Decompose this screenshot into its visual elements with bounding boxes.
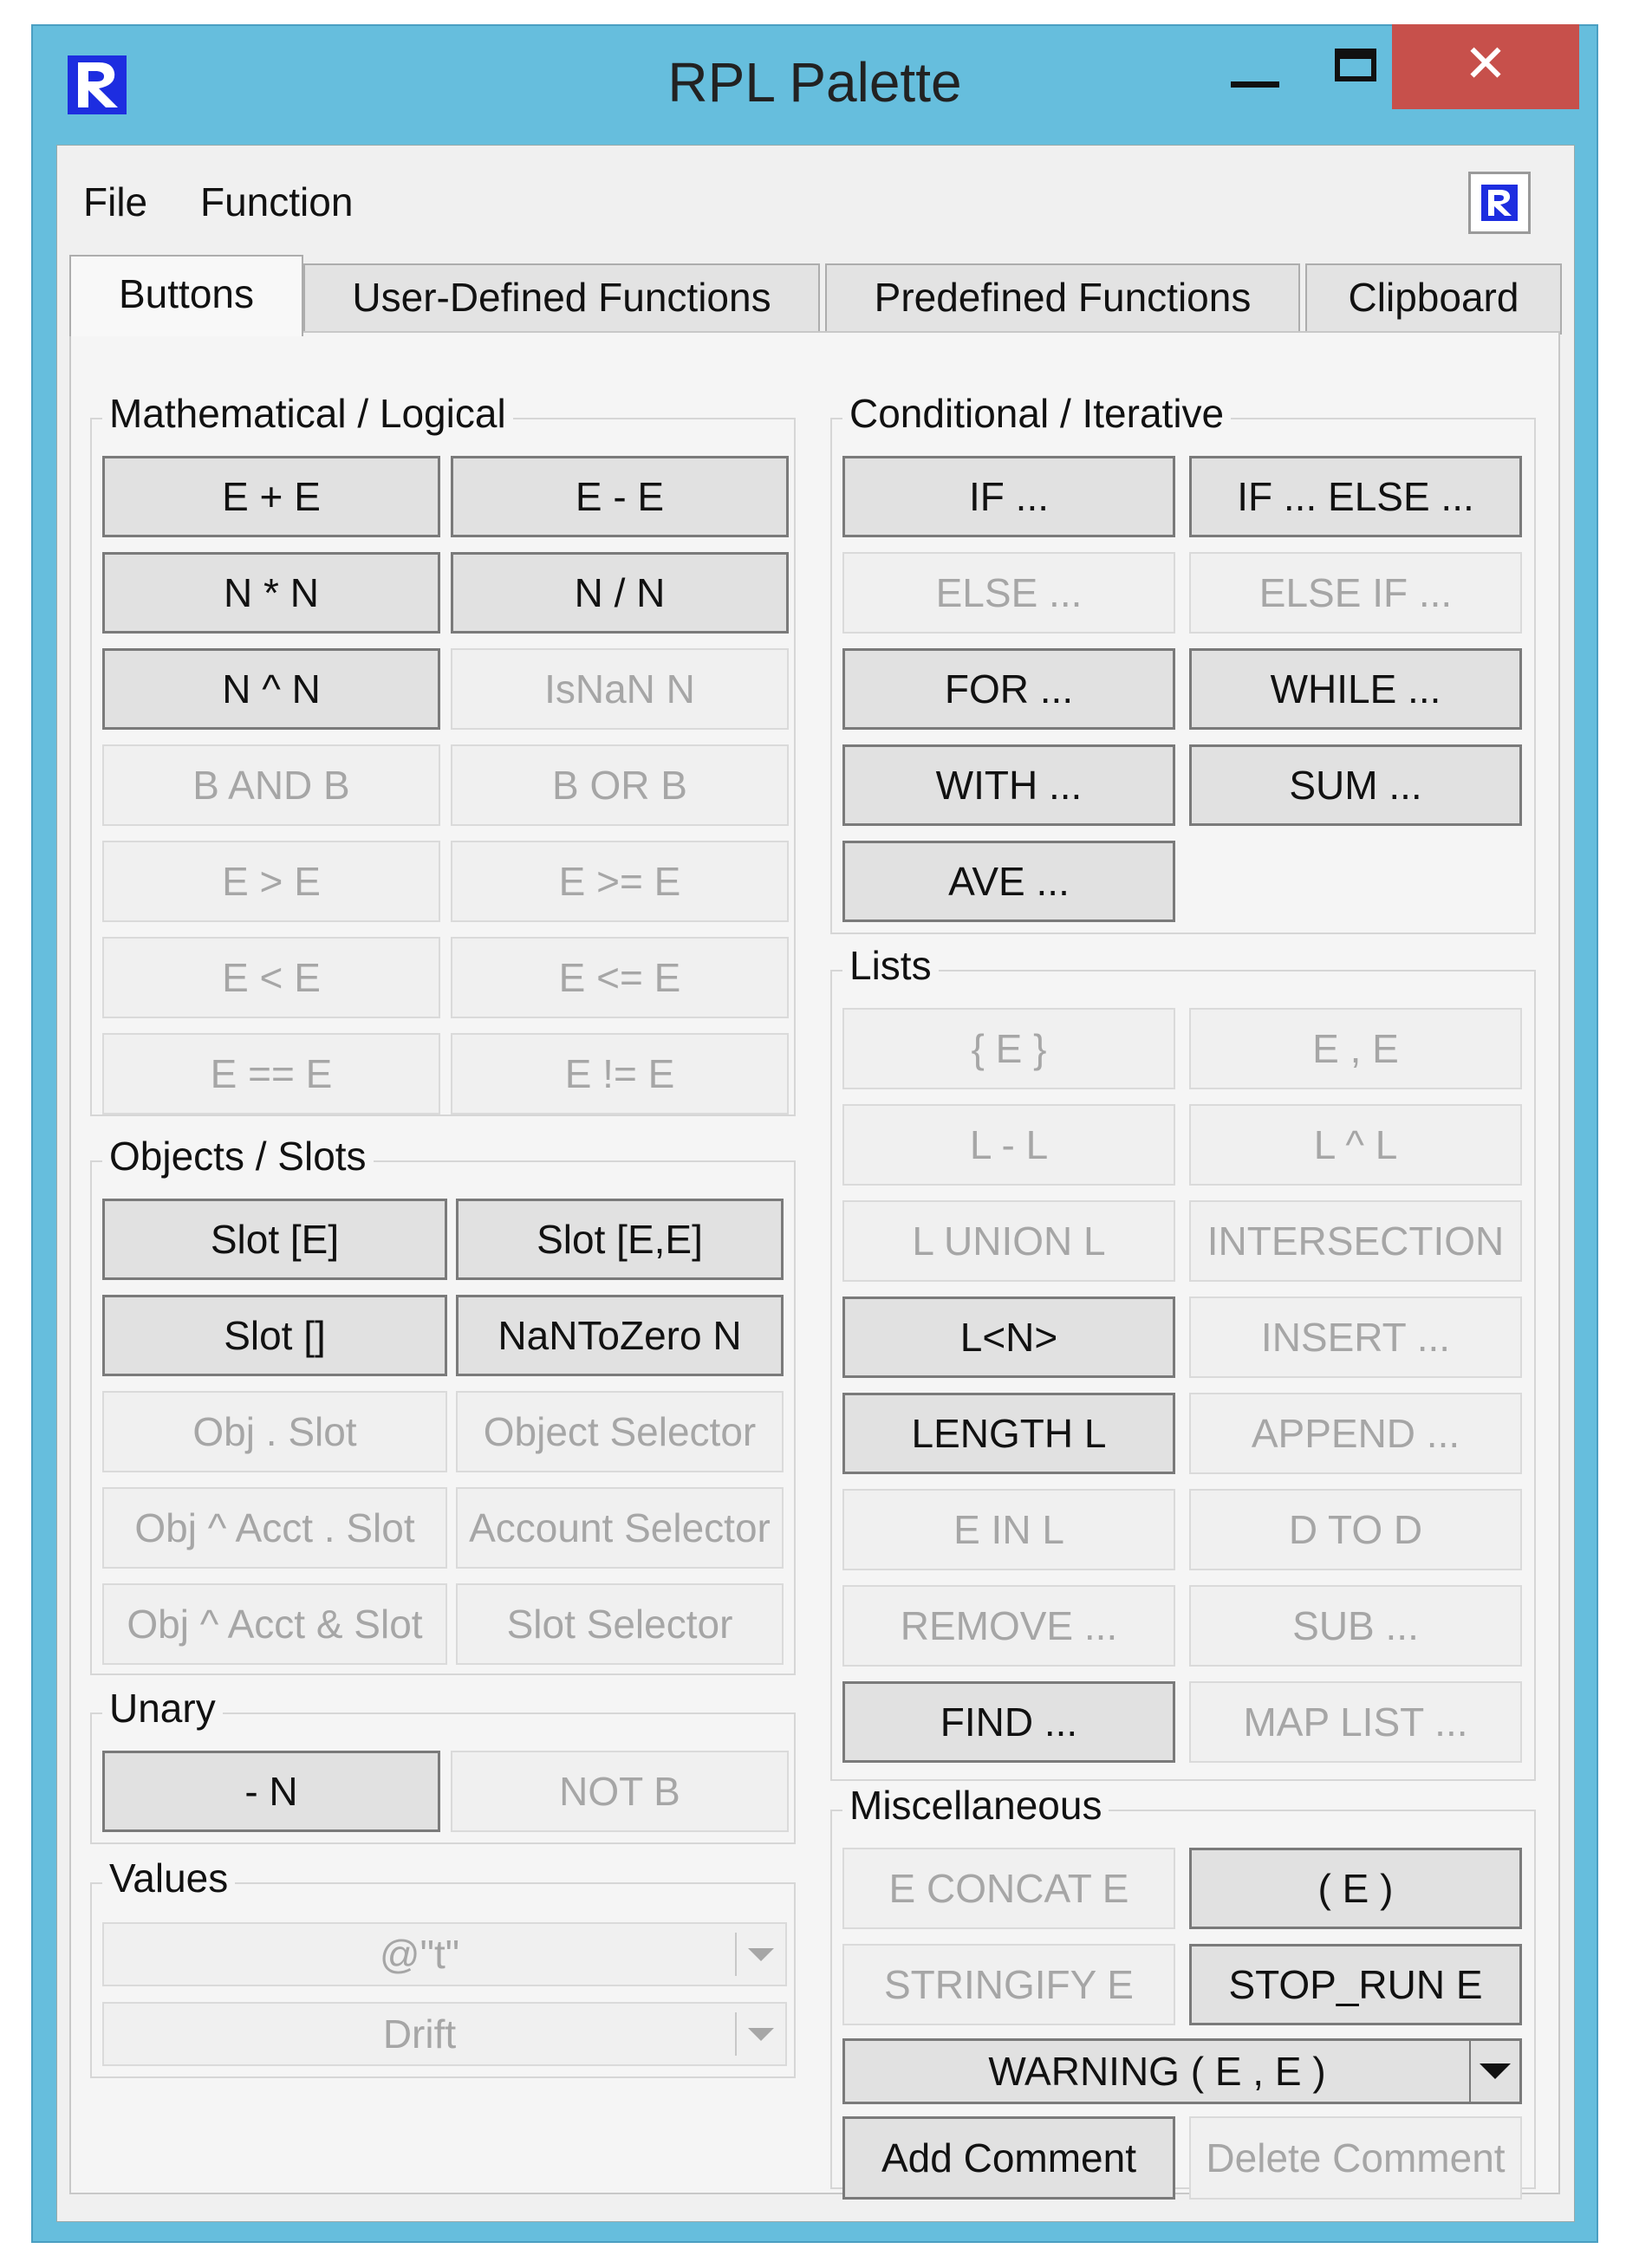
value-combo-t[interactable] <box>102 1922 787 1986</box>
math-button-e-e[interactable]: E > E <box>102 841 440 922</box>
lists-button-l-union-l[interactable]: L UNION L <box>842 1200 1175 1282</box>
window-client-area <box>56 145 1575 2222</box>
menu-function[interactable]: Function <box>200 179 354 224</box>
conditional-button-with[interactable]: WITH ... <box>842 744 1175 826</box>
value-combo-drift[interactable] <box>102 2002 787 2066</box>
window-title: RPL Palette <box>667 51 962 114</box>
math-button-e-e[interactable]: E == E <box>102 1033 440 1115</box>
math-button-e-e[interactable]: E != E <box>451 1033 789 1115</box>
lists-button-l-l[interactable]: L - L <box>842 1104 1175 1186</box>
objects-button-object-selector[interactable]: Object Selector <box>456 1391 784 1472</box>
chevron-down-icon[interactable] <box>1471 2041 1519 2102</box>
delete-comment-button[interactable]: Delete Comment <box>1189 2116 1522 2200</box>
tab-buttons[interactable]: Buttons <box>69 255 303 336</box>
lists-button-map-list[interactable]: MAP LIST ... <box>1189 1681 1522 1763</box>
add-comment-button[interactable]: Add Comment <box>842 2116 1175 2200</box>
conditional-button-while[interactable]: WHILE ... <box>1189 648 1522 730</box>
group-unary <box>90 1686 796 1844</box>
lists-button-e[interactable]: { E } <box>842 1008 1175 1089</box>
math-button-e-e[interactable]: E - E <box>451 456 789 537</box>
objects-button-account-selector[interactable]: Account Selector <box>456 1487 784 1569</box>
group-title: Conditional / Iterative <box>842 390 1231 437</box>
math-button-e-e[interactable]: E < E <box>102 937 440 1018</box>
lists-button-d-to-d[interactable]: D TO D <box>1189 1489 1522 1570</box>
group-title: Values <box>102 1855 235 1901</box>
conditional-button-else[interactable]: ELSE ... <box>842 552 1175 634</box>
lists-button-e-in-l[interactable]: E IN L <box>842 1489 1175 1570</box>
lists-button-remove[interactable]: REMOVE ... <box>842 1585 1175 1667</box>
lists-button-l-n[interactable]: L<N> <box>842 1296 1175 1378</box>
buttons-tab-panel <box>69 331 1560 2194</box>
lists-button-length-l[interactable]: LENGTH L <box>842 1393 1175 1474</box>
group-conditional-iterative <box>830 391 1536 934</box>
group-title: Objects / Slots <box>102 1133 374 1179</box>
chevron-down-icon[interactable] <box>737 2004 785 2064</box>
misc-button-stringify-e[interactable]: STRINGIFY E <box>842 1944 1175 2025</box>
warning-combo[interactable] <box>842 2038 1522 2104</box>
tab-clipboard[interactable]: Clipboard <box>1305 263 1562 335</box>
math-button-e-e[interactable]: E <= E <box>451 937 789 1018</box>
menu-file[interactable]: File <box>83 179 148 224</box>
unary-button-not-b[interactable]: NOT B <box>451 1751 789 1832</box>
group-title: Unary <box>102 1685 223 1732</box>
objects-button-slot[interactable]: Slot [] <box>102 1295 447 1376</box>
misc-button-e-concat-e[interactable]: E CONCAT E <box>842 1848 1175 1929</box>
rpl-palette-window <box>31 24 1598 2243</box>
conditional-button-if[interactable]: IF ... <box>842 456 1175 537</box>
lists-button-find[interactable]: FIND ... <box>842 1681 1175 1763</box>
tab-user-defined-functions[interactable]: User-Defined Functions <box>303 263 820 335</box>
title-bar[interactable] <box>33 26 1597 143</box>
group-title: Miscellaneous <box>842 1782 1109 1829</box>
lists-button-intersection[interactable]: INTERSECTION <box>1189 1200 1522 1282</box>
objects-button-slot-selector[interactable]: Slot Selector <box>456 1583 784 1665</box>
group-mathematical-logical <box>90 391 796 1116</box>
group-values <box>90 1855 796 2078</box>
group-objects-slots <box>90 1134 796 1675</box>
warning-combo-text: WARNING ( E , E ) <box>988 2049 1326 2094</box>
math-button-b-and-b[interactable]: B AND B <box>102 744 440 826</box>
unary-button-n[interactable]: - N <box>102 1751 440 1832</box>
group-title: Lists <box>842 942 939 989</box>
math-button-e-e[interactable]: E + E <box>102 456 440 537</box>
math-button-b-or-b[interactable]: B OR B <box>451 744 789 826</box>
lists-button-append[interactable]: APPEND ... <box>1189 1393 1522 1474</box>
menu-bar <box>57 146 1574 255</box>
lists-button-l-l[interactable]: L ^ L <box>1189 1104 1522 1186</box>
lists-button-e-e[interactable]: E , E <box>1189 1008 1522 1089</box>
palette-corner-icon[interactable] <box>1468 172 1531 234</box>
objects-button-obj-acct-slot[interactable]: Obj ^ Acct . Slot <box>102 1487 447 1569</box>
conditional-button-if-else[interactable]: IF ... ELSE ... <box>1189 456 1522 537</box>
group-lists <box>830 943 1536 1781</box>
conditional-button-sum[interactable]: SUM ... <box>1189 744 1522 826</box>
group-title: Mathematical / Logical <box>102 390 513 437</box>
value-combo-text: @"t" <box>379 1932 460 1977</box>
objects-button-slot-e-e[interactable]: Slot [E,E] <box>456 1199 784 1280</box>
objects-button-slot-e[interactable]: Slot [E] <box>102 1199 447 1280</box>
misc-button-stop-run-e[interactable]: STOP_RUN E <box>1189 1944 1522 2025</box>
objects-button-obj-acct-slot[interactable]: Obj ^ Acct & Slot <box>102 1583 447 1665</box>
objects-button-obj-slot[interactable]: Obj . Slot <box>102 1391 447 1472</box>
conditional-button-for[interactable]: FOR ... <box>842 648 1175 730</box>
misc-button-e[interactable]: ( E ) <box>1189 1848 1522 1929</box>
objects-button-nantozero-n[interactable]: NaNToZero N <box>456 1295 784 1376</box>
group-miscellaneous <box>830 1783 1536 2189</box>
math-button-e-e[interactable]: E >= E <box>451 841 789 922</box>
lists-button-insert[interactable]: INSERT ... <box>1189 1296 1522 1378</box>
math-button-isnan-n[interactable]: IsNaN N <box>451 648 789 730</box>
conditional-button-ave[interactable]: AVE ... <box>842 841 1175 922</box>
conditional-button-else-if[interactable]: ELSE IF ... <box>1189 552 1522 634</box>
math-button-n-n[interactable]: N ^ N <box>102 648 440 730</box>
chevron-down-icon[interactable] <box>737 1924 785 1985</box>
tab-bar <box>57 255 1574 333</box>
lists-button-sub[interactable]: SUB ... <box>1189 1585 1522 1667</box>
value-combo-text: Drift <box>382 2011 457 2057</box>
math-button-n-n[interactable]: N / N <box>451 552 789 634</box>
math-button-n-n[interactable]: N * N <box>102 552 440 634</box>
tab-predefined-functions[interactable]: Predefined Functions <box>825 263 1300 335</box>
close-button[interactable]: ✕ <box>1392 24 1579 109</box>
